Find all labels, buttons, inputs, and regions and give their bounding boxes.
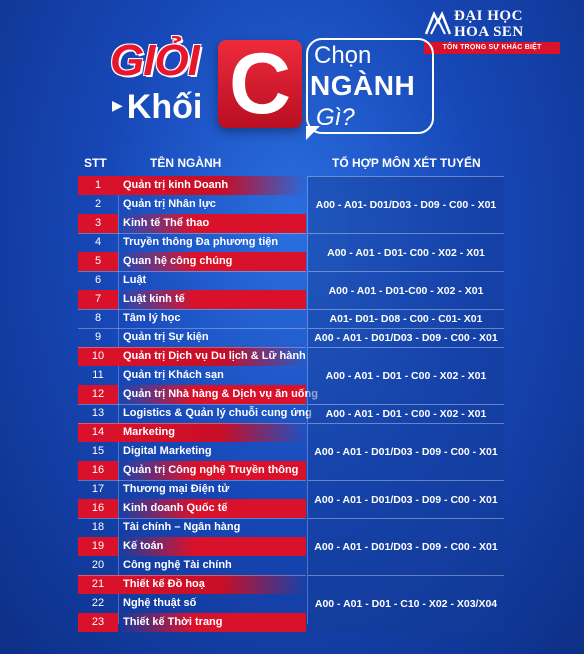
play-triangle-icon: ▶ [112, 97, 123, 113]
row-major-name: Quản trị Dịch vụ Du lịch & Lữ hành [118, 347, 306, 366]
row-stt: 11 [92, 369, 104, 381]
row-major-name: Công nghệ Tài chính [123, 559, 232, 571]
group-divider [78, 404, 306, 405]
table-row [78, 366, 306, 385]
row-stt: 4 [94, 236, 102, 248]
row-major-name: Kinh doanh Quốc tế [118, 499, 306, 518]
table-row [78, 176, 306, 195]
combo-cell: A00 - A01 - D01/D03 - D09 - C00 - X01 [308, 518, 504, 575]
group-divider [78, 347, 306, 348]
table-row [78, 518, 306, 537]
row-major-name: Thương mại Điện tử [123, 483, 230, 495]
row-major-name: Thiết kế Đồ hoạ [118, 575, 306, 594]
table-row [78, 556, 306, 575]
row-major-name: Quản trị Nhà hàng & Dịch vụ ăn uống [118, 385, 306, 404]
row-stt: 12 [78, 385, 118, 404]
group-divider [78, 328, 306, 329]
row-stt: 5 [78, 252, 118, 271]
row-stt: 1 [78, 176, 118, 195]
table-row [78, 385, 318, 404]
row-major-name: Kinh tế Thể thao [118, 214, 306, 233]
row-major-name: Quản trị Khách sạn [123, 369, 224, 381]
table-row [78, 461, 306, 480]
headline [100, 30, 480, 150]
row-stt: 22 [91, 597, 105, 609]
row-stt: 9 [94, 331, 102, 343]
table-row [78, 214, 306, 233]
combo-cell: A00 - A01 - D01 - C00 - X02 - X01 [308, 404, 504, 423]
table-row [78, 499, 306, 518]
row-stt: 16 [78, 499, 118, 518]
table-row [78, 404, 312, 423]
row-major-name: Luật kinh tế [118, 290, 306, 309]
table-row [78, 594, 306, 613]
table-row [78, 347, 306, 366]
group-divider [78, 518, 306, 519]
row-stt: 21 [78, 575, 118, 594]
table-row [78, 290, 306, 309]
row-stt: 8 [94, 312, 102, 324]
row-major-name: Quản trị kinh Doanh [118, 176, 306, 195]
group-divider [78, 575, 306, 576]
headline-nganh: NGÀNH [310, 70, 416, 101]
headline-chon: Chọn [314, 42, 372, 69]
table-row [78, 480, 306, 499]
header-combo: TỔ HỢP MÔN XÉT TUYỂN [332, 156, 481, 170]
group-divider [78, 271, 306, 272]
table-row [78, 328, 306, 347]
row-stt: 16 [78, 461, 118, 480]
row-stt: 18 [91, 521, 105, 533]
row-stt: 23 [78, 613, 118, 632]
headline-letter-c: C [218, 40, 302, 128]
combo-cell: A00 - A01 - D01/D03 - D09 - C00 - X01 [308, 480, 504, 518]
group-divider [78, 480, 306, 481]
table-row [78, 309, 306, 328]
combo-cell: A00 - A01 - D01-C00 - X02 - X01 [308, 271, 504, 309]
row-major-name: Quản trị Nhân lực [123, 198, 216, 210]
combo-cell: A00 - A01 - D01/D03 - D09 - C00 - X01 [308, 328, 504, 347]
logo-text-line2: HOA SEN [454, 24, 524, 40]
row-major-name: Luật [123, 274, 147, 286]
row-major-name: Nghệ thuật số [123, 597, 197, 609]
row-major-name: Logistics & Quản lý chuỗi cung ứng [123, 407, 312, 419]
row-stt: 13 [91, 407, 105, 419]
table-row [78, 537, 306, 556]
headline-gi: Gì? [316, 104, 355, 131]
row-major-name: Kế toán [118, 537, 306, 556]
headline-khoi-text: Khối [126, 88, 203, 126]
combo-cell: A01- D01- D08 - C00 - C01- X01 [308, 309, 504, 328]
table-row [78, 613, 306, 632]
row-stt: 7 [78, 290, 118, 309]
row-major-name: Quan hệ công chúng [118, 252, 306, 271]
group-divider [78, 233, 306, 234]
combo-cell: A00 - A01 - D01- C00 - X02 - X01 [308, 233, 504, 271]
row-major-name: Thiết kế Thời trang [118, 613, 306, 632]
row-major-name: Tài chính – Ngân hàng [123, 521, 241, 533]
combo-cell: A00 - A01 - D01 - C10 - X02 - X03/X04 [308, 575, 504, 632]
table-row [78, 575, 306, 594]
table-row [78, 233, 306, 252]
row-major-name: Truyền thông Đa phương tiện [123, 236, 279, 248]
table-row [78, 252, 306, 271]
row-stt: 3 [78, 214, 118, 233]
row-major-name: Quản trị Công nghệ Truyền thông [118, 461, 306, 480]
group-divider [78, 423, 306, 424]
table-row [78, 195, 306, 214]
combo-cell: A00 - A01 - D01 - C00 - X02 - X01 [308, 347, 504, 404]
table-row [78, 442, 306, 461]
row-major-name: Marketing [118, 423, 306, 442]
table-header [78, 152, 504, 176]
header-name: TÊN NGÀNH [150, 156, 222, 170]
headline-gioi: GIỎI [110, 36, 199, 85]
group-divider [78, 309, 306, 310]
logo-text-line1: ĐẠI HỌC [454, 8, 523, 24]
row-stt: 19 [78, 537, 118, 556]
row-stt: 17 [91, 483, 105, 495]
combo-cell: A00 - A01- D01/D03 - D09 - C00 - X01 [308, 176, 504, 233]
row-stt: 20 [91, 559, 105, 571]
table-row [78, 271, 306, 290]
row-major-name: Digital Marketing [123, 445, 212, 457]
combo-cell: A00 - A01 - D01/D03 - D09 - C00 - X01 [308, 423, 504, 480]
headline-khoi [112, 88, 202, 127]
row-major-name: Quản trị Sự kiện [123, 331, 209, 343]
table-row [78, 423, 306, 442]
majors-table [78, 152, 504, 628]
row-stt: 2 [94, 198, 102, 210]
row-stt: 14 [78, 423, 118, 442]
row-stt: 6 [94, 274, 102, 286]
row-stt: 10 [78, 347, 118, 366]
row-major-name: Tâm lý học [123, 312, 181, 324]
header-stt: STT [84, 156, 107, 170]
logo-tagline: TÔN TRỌNG SỰ KHÁC BIỆT [424, 42, 560, 54]
row-stt: 15 [91, 445, 105, 457]
